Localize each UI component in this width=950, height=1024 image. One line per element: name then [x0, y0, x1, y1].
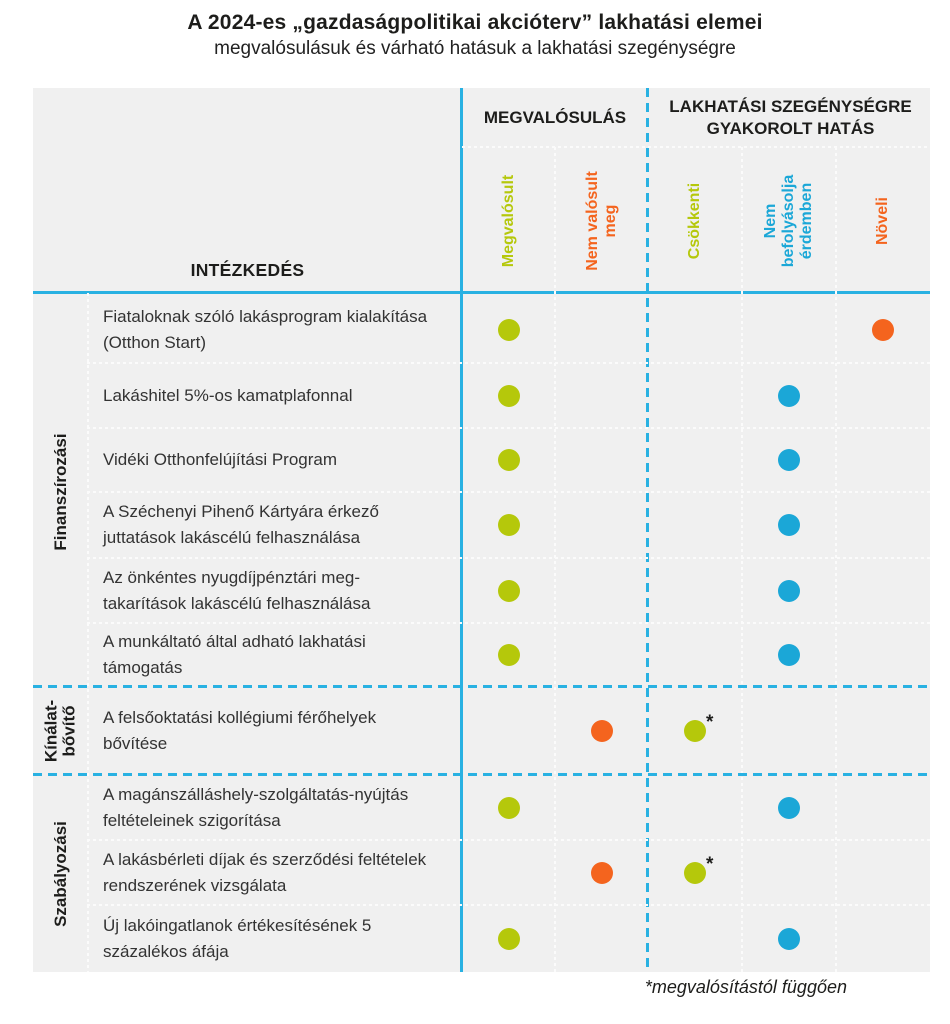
status-dot-nem_befolyasolja [778, 449, 800, 471]
measure-label: Az önkéntes nyugdíjpénztári meg-takarítások lakáscélú felhasználása [103, 567, 371, 613]
measure-label: A magánszálláshely-szolgáltatás-nyújtás feltételeinek szigorítása [103, 784, 409, 830]
status-dot-noveli [872, 319, 894, 341]
measure-label: A lakásbérleti díjak és szerződési feltételek rendszerének vizsgálata [103, 849, 427, 895]
column-header-label: Nem befolyásolja érdemben [762, 174, 815, 267]
status-dot-nem_befolyasolja [778, 928, 800, 950]
status-dot-csokkenti [684, 862, 706, 884]
measure-label: A Széchenyi Pihenő Kártyára érkező juttatások lakáscélú felhasználása [103, 502, 379, 547]
status-dot-megvalosult [498, 514, 520, 536]
status-dot-nem_valosult_meg [591, 720, 613, 742]
asterisk-marker: * [706, 712, 714, 733]
measure-label: Vidéki Otthonfelújítási Program [103, 450, 338, 469]
column-header-csokkenti [648, 150, 742, 291]
status-dot-nem_befolyasolja [778, 580, 800, 602]
header-lakhatasi-hatas: LAKHATÁSI SZEGÉNYSÉGRE GYAKOROLT HATÁS [669, 97, 912, 138]
measure-label: Lakáshitel 5%-os kamatplafonnal [103, 385, 353, 405]
page-title: A 2024-es „gazdaságpolitikai akcióterv” lakhatási elemei [187, 11, 763, 34]
measure-label: Új lakóingatlanok értékesítésének 5 százalékos áfája [103, 915, 372, 961]
row-group-kinalat-bovito [33, 687, 88, 775]
status-dot-megvalosult [498, 644, 520, 666]
row-group-szabalyozasi [33, 775, 88, 972]
asterisk-marker: * [706, 853, 714, 875]
column-header-label: Csökkenti [686, 182, 704, 259]
measure-label: Fiataloknak szóló lakásprogram kialakítása (Otthon Start) [103, 306, 428, 352]
footnote: *megvalósítástól függően [644, 977, 847, 997]
column-header-nem_befolyasolja [742, 150, 836, 291]
measure-column-header: INTÉZKEDÉS [190, 260, 305, 280]
status-dot-nem_befolyasolja [778, 514, 800, 536]
page-subtitle: megvalósulásuk és várható hatásuk a lakhatási szegénységre [214, 38, 736, 59]
measure-label: A felsőoktatási kollégiumi férőhelyek bővítése [103, 708, 377, 753]
measure-label: A munkáltató által adható lakhatási támogatás [103, 632, 366, 677]
status-dot-csokkenti [684, 720, 706, 742]
matrix-table [33, 88, 930, 972]
status-dot-nem_befolyasolja [778, 797, 800, 819]
column-header-megvalosult [462, 150, 555, 291]
status-dot-megvalosult [498, 580, 520, 602]
row-group-label: Kínálat-bővítő [41, 699, 79, 763]
status-dot-nem_befolyasolja [778, 385, 800, 407]
status-dot-megvalosult [498, 319, 520, 341]
column-header-label: Nem valósult meg [583, 170, 619, 271]
status-dot-nem_valosult_meg [591, 862, 613, 884]
status-dot-megvalosult [498, 928, 520, 950]
divider-header-bottom [33, 291, 930, 294]
row-group-finanszirozasi [33, 296, 88, 687]
row-group-label: Szabályozási [50, 820, 70, 927]
status-dot-nem_befolyasolja [778, 644, 800, 666]
column-header-label: Növeli [874, 196, 892, 245]
column-header-nem_valosult_meg [555, 150, 648, 291]
row-group-label: Finanszírozási [50, 432, 70, 551]
status-dot-megvalosult [498, 385, 520, 407]
status-dot-megvalosult [498, 449, 520, 471]
column-header-label: Megvalósult [499, 174, 517, 267]
status-dot-megvalosult [498, 797, 520, 819]
header-megvalosulas: MEGVALÓSULÁS [483, 107, 627, 127]
column-header-noveli [836, 150, 930, 291]
